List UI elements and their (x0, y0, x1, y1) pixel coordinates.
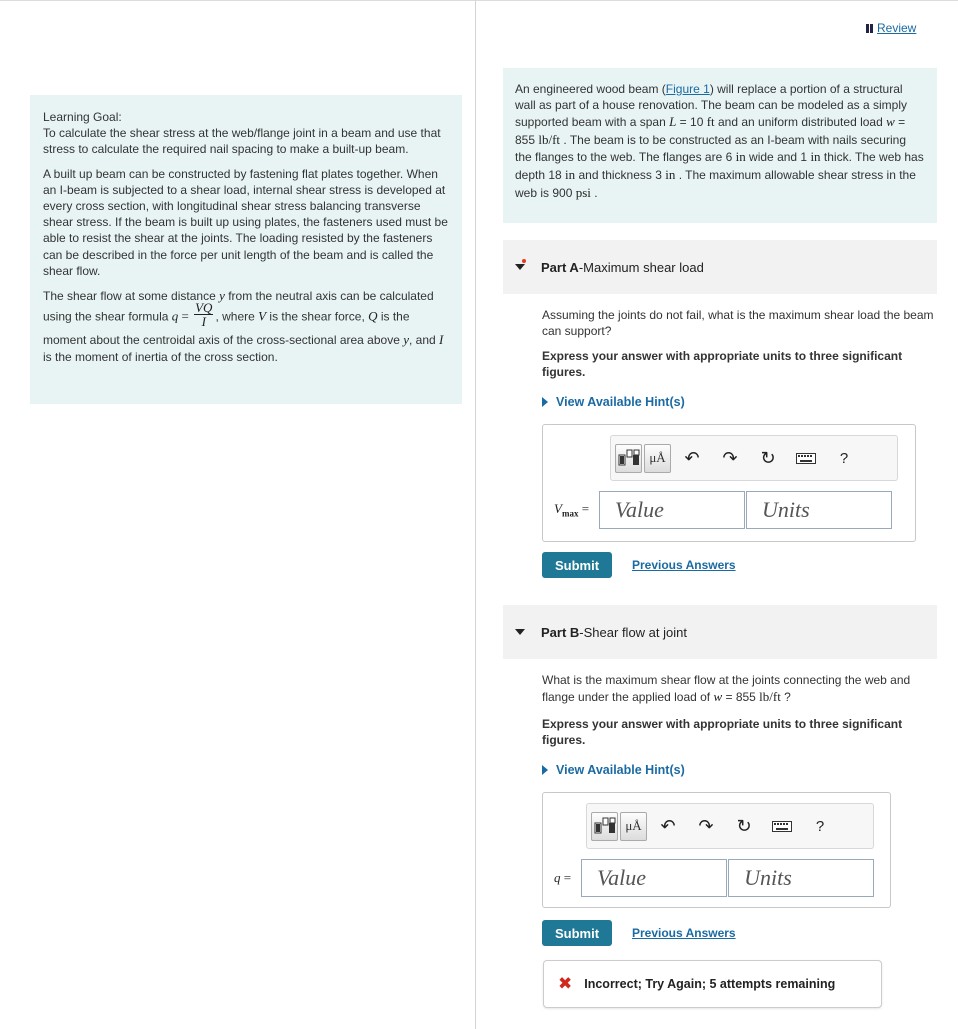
reset-icon[interactable]: ↻ (760, 447, 776, 468)
fraction-denominator: I (201, 314, 206, 330)
text: and thickness 3 (575, 168, 666, 183)
shear-formula-fraction (194, 301, 213, 328)
text: is the shear force, (266, 310, 369, 325)
part-b-header[interactable] (503, 605, 937, 659)
unit-lbft: lb/ft (759, 689, 781, 705)
undo-icon[interactable]: ↶ (660, 815, 676, 836)
part-a-inputs (554, 491, 892, 529)
unit-in: in (735, 149, 746, 165)
review-link[interactable] (866, 21, 916, 35)
problem-statement (503, 68, 937, 223)
equals: = (560, 870, 572, 885)
math-toolbar (586, 803, 874, 849)
top-border (0, 0, 958, 1)
equals: = (578, 501, 590, 517)
unit-lbft: lb/ft (538, 131, 561, 147)
part-b-label: Part B (541, 624, 580, 640)
expand-triangle-icon (542, 765, 548, 775)
fraction-numerator: VQ (195, 300, 213, 316)
template-icon (618, 448, 640, 468)
var-V: V (554, 501, 562, 517)
unit-in: in (665, 167, 676, 183)
part-b-title: Shear flow at joint (583, 624, 687, 640)
separator: - (578, 259, 584, 275)
keyboard-icon[interactable] (787, 444, 825, 473)
part-a-instruction: Express your answer with appropriate units to three significant figures. (542, 349, 903, 380)
help-label: ? (815, 817, 825, 835)
part-b-submit-button[interactable]: Submit (542, 920, 612, 946)
text: An engineered wood beam ( (515, 82, 666, 96)
part-a-question: Assuming the joints do not fail, what is the maximum shear load the beam can support? (542, 308, 934, 339)
part-a-header[interactable] (503, 240, 937, 294)
learning-goal-title: Learning Goal: (43, 110, 122, 124)
var-Q: Q (368, 309, 378, 325)
var-q: q (171, 309, 179, 325)
equals: = (178, 309, 193, 325)
collapse-arrow-icon (515, 264, 525, 270)
value-input[interactable] (599, 491, 745, 529)
text: . The beam is to be constructed as an I-beam with nails securing the flanges to the web. The flanges are 6 (515, 132, 906, 165)
var-sub: max (561, 508, 579, 519)
part-a-label: Part A (541, 259, 579, 275)
undo-icon[interactable]: ↶ (684, 447, 700, 468)
text: wide and 1 (745, 150, 811, 165)
template-icon (594, 816, 616, 836)
unit-ft: ft (706, 114, 715, 130)
var-w: w (713, 689, 723, 705)
part-a-title: Maximum shear load (583, 259, 704, 275)
help-icon[interactable] (825, 444, 863, 473)
q-label (554, 870, 571, 886)
redo-icon[interactable]: ↷ (698, 815, 714, 836)
part-b-instruction: Express your answer with appropriate units to three significant figures. (542, 717, 903, 748)
hint-label: View Available Hint(s) (556, 763, 685, 777)
math-toolbar (610, 435, 898, 481)
units-input[interactable] (746, 491, 892, 529)
units-button-label: μÅ (625, 818, 642, 833)
part-a-submit-button[interactable]: Submit (542, 552, 612, 578)
text: from the neutral axis can be calculated using the shear formula (43, 288, 434, 325)
help-label: ? (839, 449, 849, 467)
built-up-beam-paragraph: A built up beam can be constructed by fastening flat plates together. When an I-beam is subjected to a shear load, internal shear stress is developed at every cross section, with longitudinal shear stress balancing transverse shear stress. If the beam is built up using plates, the fasteners used must be able to resist the shear at the joints. The loading resisted by the fasteners can be described in the force per unit length of the beam and is called the shear flow. (43, 166, 448, 278)
text: ) will replace a portion of a structural wall as part of a house renovation. The beam can be modeled as a simply supported beam with a span (515, 82, 908, 130)
text: , where (215, 310, 259, 325)
unit-psi: psi (575, 184, 591, 200)
part-b-inputs (554, 859, 874, 897)
incorrect-x-icon: ✖ (558, 974, 573, 993)
keyboard-icon[interactable] (763, 812, 801, 841)
text: = 855 (722, 690, 760, 705)
template-button[interactable] (591, 812, 618, 841)
review-label: Review (877, 21, 917, 35)
text: What is the maximum shear flow at the joints connecting the web and flange under the applied load of (542, 673, 911, 705)
units-button[interactable] (620, 812, 647, 841)
collapse-arrow-icon (515, 629, 525, 635)
text: and an uniform distributed load (714, 115, 887, 130)
help-icon[interactable] (801, 812, 839, 841)
figure-link[interactable]: Figure 1 (665, 82, 710, 96)
learning-goal (43, 109, 450, 158)
expand-triangle-icon (542, 397, 548, 407)
value-input[interactable] (581, 859, 727, 897)
part-b-question (542, 672, 937, 706)
learning-goal-text: To calculate the shear stress at the web/flange joint in a beam and use that stress to calculate the required nail spacing to make a built-up beam. (43, 126, 441, 157)
var-I: I (439, 332, 444, 348)
text: is the moment of inertia of the cross section. (43, 349, 278, 364)
feedback-text: Incorrect; Try Again; 5 attempts remaining (584, 977, 836, 991)
units-button-label: μÅ (649, 450, 666, 465)
unit-in: in (565, 167, 576, 183)
units-button[interactable] (644, 444, 671, 473)
text: = 10 (676, 115, 707, 130)
text: , and (408, 333, 440, 348)
template-button[interactable] (615, 444, 642, 473)
text: thick. The web has depth 18 (515, 150, 924, 183)
part-a-previous-answers-link[interactable]: Previous Answers (632, 558, 736, 572)
part-a-answer-box (542, 424, 916, 542)
review-icon (866, 24, 873, 33)
text: . The maximum allowable shear stress in the web is 900 (515, 168, 916, 200)
text: ? (780, 690, 791, 705)
var-y: y (403, 332, 409, 348)
part-a-hint-toggle[interactable] (542, 395, 685, 409)
reset-icon[interactable]: ↻ (736, 815, 752, 836)
separator: - (579, 624, 584, 640)
redo-icon[interactable]: ↷ (722, 447, 738, 468)
var-q: q (554, 870, 561, 885)
vmax-label (554, 501, 589, 519)
part-b-previous-answers-link[interactable]: Previous Answers (632, 926, 736, 940)
unit-in: in (810, 149, 821, 165)
hint-label: View Available Hint(s) (556, 395, 685, 409)
var-y: y (219, 287, 225, 303)
shear-flow-paragraph (43, 287, 450, 365)
var-L: L (669, 114, 677, 130)
var-V: V (258, 309, 267, 325)
text: The shear flow at some distance (43, 288, 220, 303)
learning-goal-panel (30, 95, 462, 404)
text: is the moment about the centroidal axis of the cross-sectional area above (43, 310, 410, 348)
text: = 855 (515, 115, 906, 147)
part-b-hint-toggle[interactable] (542, 763, 685, 777)
feedback-message (543, 960, 882, 1008)
units-input[interactable] (728, 859, 874, 897)
part-b-answer-box (542, 792, 891, 908)
status-dot-icon (522, 259, 526, 263)
column-divider (475, 0, 476, 1029)
text: . (590, 185, 598, 200)
var-w: w (886, 114, 895, 130)
